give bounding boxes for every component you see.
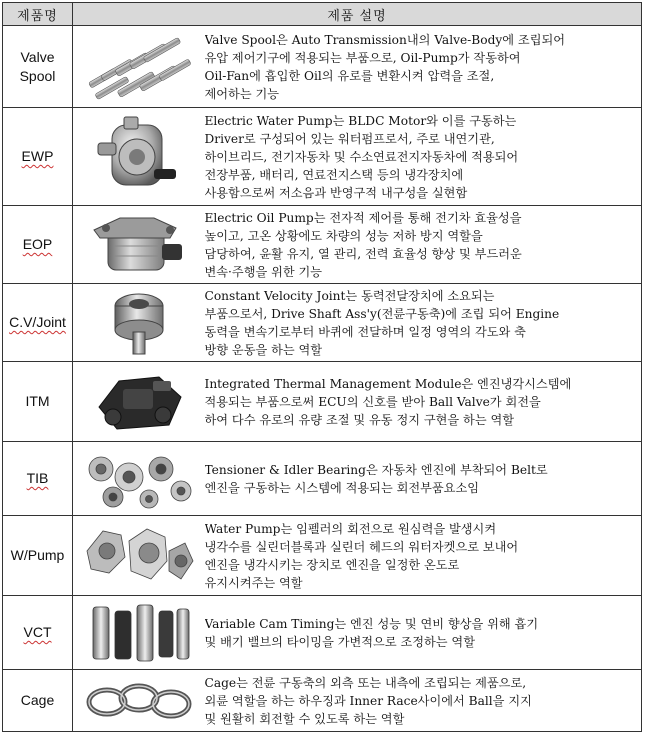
- table-row: [3, 596, 642, 670]
- desc-line: 냉각수를 실린더블록과 실린더 헤드의 워터자켓으로 보내어: [204, 539, 519, 554]
- table-row: [3, 26, 642, 108]
- desc-line: Cage는 전륜 구동축의 외측 또는 내측에 조립되는 제품으로,: [204, 675, 527, 690]
- desc-line: Oil-Fan에 흡입한 Oil의 유로를 변환시켜 압력을 조절,: [204, 68, 495, 83]
- desc-line: Electric Oil Pump는 전자적 제어를 통해 전기차 효율성을: [204, 210, 522, 225]
- desc-line: Driver로 구성되어 있는 워터펌프로서, 주로 내연기관,: [204, 131, 495, 146]
- table-row: [3, 108, 642, 206]
- product-name-line: C.V/Joint: [9, 314, 66, 330]
- product-description: [205, 26, 642, 108]
- table-header-row: [3, 3, 642, 26]
- product-name: [3, 284, 73, 362]
- electric-water-pump-image: [73, 108, 205, 206]
- desc-line: 담당하여, 윤활 유지, 열 관리, 전력 효율성 향상 및 부드러운: [204, 246, 522, 261]
- product-name-line: EWP: [21, 148, 54, 164]
- desc-line: 사용함으로써 저소음과 반영구적 내구성을 실현함: [204, 185, 468, 200]
- desc-line: 외륜 역할을 하는 하우징과 Inner Race사이에서 Ball을 지지: [204, 693, 532, 708]
- desc-line: 및 배기 밸브의 타이밍을 가변적으로 조정하는 역할: [204, 634, 475, 649]
- desc-line: Variable Cam Timing는 엔진 성능 및 연비 향상을 위해 흡기: [204, 616, 539, 631]
- table-row: [3, 206, 642, 284]
- desc-line: 엔진을 냉각시키는 장치로 엔진을 일정한 온도로: [204, 557, 460, 572]
- product-table: [2, 2, 642, 732]
- desc-line: 방향 운동을 하는 역할: [204, 342, 323, 357]
- product-name: [3, 362, 73, 442]
- desc-line: Constant Velocity Joint는 동력전달장치에 소요되는: [204, 288, 495, 303]
- desc-line: 유지시켜주는 역할: [204, 575, 303, 590]
- product-name: [3, 206, 73, 284]
- desc-line: 유압 제어기구에 적용되는 부품으로, Oil-Pump가 작동하여: [204, 50, 521, 65]
- product-name-line: Spool: [19, 67, 56, 84]
- product-name-line: W/Pump: [10, 547, 65, 563]
- table-row: [3, 362, 642, 442]
- desc-line: 하여 다수 유로의 유량 조절 및 유동 정지 구현을 하는 역할: [204, 412, 515, 427]
- product-description: [205, 108, 642, 206]
- table-row: [3, 284, 642, 362]
- product-name-line: ITM: [25, 393, 50, 409]
- desc-line: 전장부품, 배터리, 연료전지스택 등의 냉각장치에: [204, 167, 464, 182]
- desc-line: 및 원활히 회전할 수 있도록 하는 역할: [204, 711, 405, 726]
- product-name: [3, 108, 73, 206]
- water-pump-image: [73, 516, 205, 596]
- product-name: [3, 26, 73, 108]
- product-name-line: Cage: [20, 692, 55, 708]
- itm-module-image: [73, 362, 205, 442]
- product-description: [205, 670, 642, 732]
- product-description: [205, 362, 642, 442]
- cv-joint-image: [73, 284, 205, 362]
- product-name-line: VCT: [23, 624, 52, 640]
- valve-spool-image: [73, 26, 205, 108]
- desc-line: 부품으로서, Drive Shaft Ass'y(전륜구동축)에 조립 되어 Engine: [204, 306, 560, 321]
- product-name: [3, 670, 73, 732]
- header-product-name: 제품명: [3, 3, 73, 26]
- product-name: [3, 596, 73, 670]
- desc-line: Water Pump는 임펠러의 회전으로 원심력을 발생시켜: [204, 521, 497, 536]
- product-description: [205, 596, 642, 670]
- table-row: [3, 670, 642, 732]
- desc-line: Integrated Thermal Management Module은 엔진냉각시스템에: [204, 376, 572, 391]
- product-name-line: TIB: [26, 470, 49, 486]
- product-name-line: EOP: [22, 236, 53, 252]
- desc-line: Electric Water Pump는 BLDC Motor와 이를 구동하는: [204, 113, 517, 128]
- desc-line: 하이브리드, 전기자동차 및 수소연료전지자동차에 적용되어: [204, 149, 519, 164]
- tensioner-idler-bearing-image: [73, 442, 205, 516]
- electric-oil-pump-image: [73, 206, 205, 284]
- desc-line: 적용되는 부품으로써 ECU의 신호를 받아 Ball Valve가 회전을: [204, 394, 541, 409]
- product-description: [205, 206, 642, 284]
- desc-line: 제어하는 기능: [204, 86, 280, 101]
- header-product-description: 제품 설명: [73, 3, 642, 26]
- desc-line: 동력을 변속기로부터 바퀴에 전달하며 일정 영역의 각도와 축: [204, 324, 526, 339]
- desc-line: 변속·주행을 위한 기능: [204, 264, 323, 279]
- product-name-line: Valve: [20, 48, 55, 65]
- desc-line: 높이고, 고온 상황에도 차량의 성능 저하 방지 역할을: [204, 228, 483, 243]
- product-description: [205, 516, 642, 596]
- table-row: [3, 516, 642, 596]
- product-description: [205, 442, 642, 516]
- product-name: [3, 442, 73, 516]
- table-row: [3, 442, 642, 516]
- variable-cam-timing-image: [73, 596, 205, 670]
- desc-line: 엔진을 구동하는 시스템에 적용되는 회전부품요소임: [204, 480, 480, 495]
- desc-line: Valve Spool은 Auto Transmission내의 Valve-Body에 조립되어: [204, 32, 566, 47]
- cage-image: [73, 670, 205, 732]
- product-name: [3, 516, 73, 596]
- product-description: [205, 284, 642, 362]
- desc-line: Tensioner & Idler Bearing은 자동차 엔진에 부착되어 Belt로: [204, 462, 548, 477]
